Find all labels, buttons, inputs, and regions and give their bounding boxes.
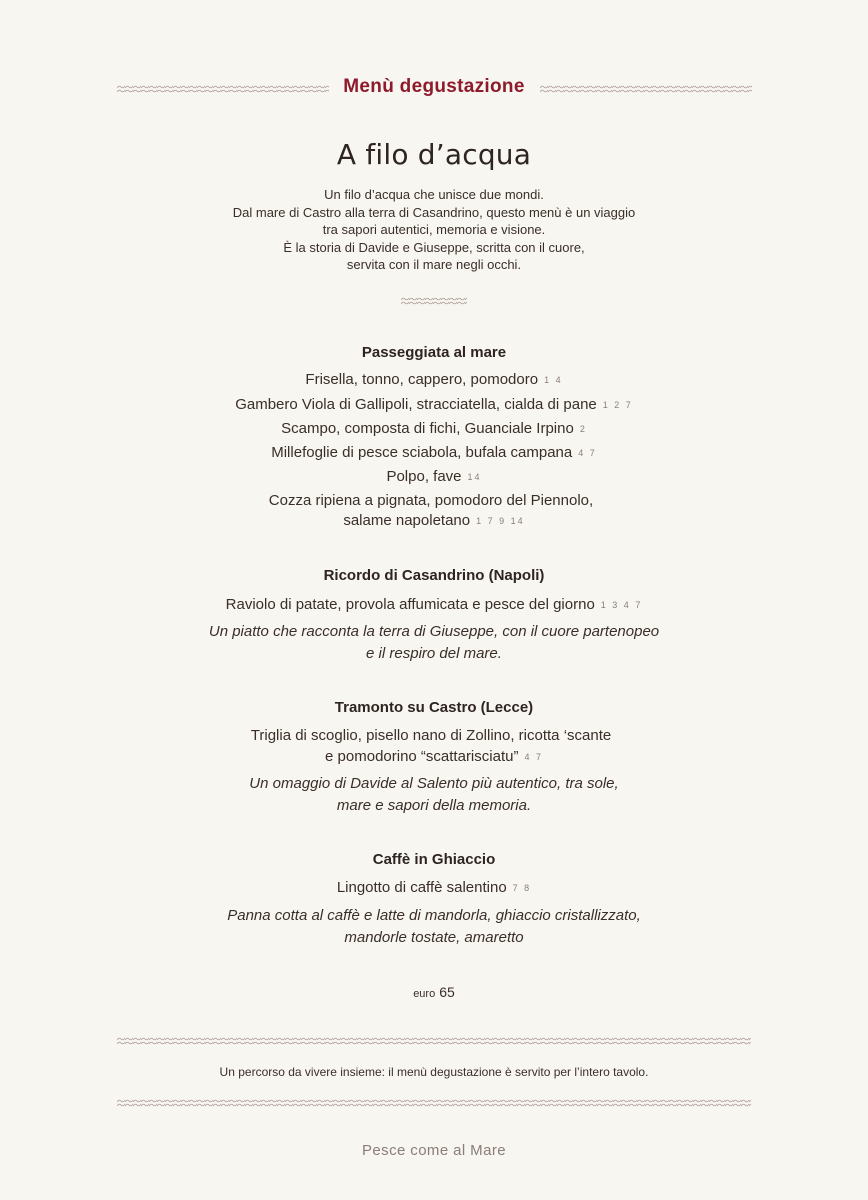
allergen-codes: 4 7 [524,752,543,762]
note-line: mandorle tostate, amaretto [344,929,524,946]
wavy-divider [401,297,467,305]
dish-item [0,748,868,765]
dish-item [0,371,868,388]
allergen-codes: 1 7 9 14 [476,516,525,526]
footer-note: Un percorso da vivere insieme: il menù degustazione è servito per l’intero tavolo. [219,1065,649,1079]
allergen-codes: 1 2 7 [602,400,633,410]
dish-note [0,621,868,665]
intro-line: tra sapori autentici, memoria e visione. [322,222,546,237]
dish-name: Raviolo di patate, provola affumicata e pesce del giorno [225,596,595,613]
note-line: Panna cotta al caffè e latte di mandorla, ghiaccio cristallizzato, [227,907,641,924]
dish-note [0,905,868,949]
dish-name: Lingotto di caffè salentino [336,879,507,896]
intro-line: Dal mare di Castro alla terra di Casandrino, questo menù è un viaggio [232,204,636,220]
section-title: Tramonto su Castro (Lecce) [334,699,534,716]
dish-name: Scampo, composta di fichi, Guanciale Irpino [281,420,574,437]
dish-item [0,879,868,896]
intro-line: servita con il mare negli occhi. [346,257,522,272]
section-title: Caffè in Ghiaccio [372,851,496,868]
section-title: Ricordo di Casandrino (Napoli) [323,567,545,584]
allergen-codes: 1 4 [544,375,563,385]
allergen-codes: 4 7 [578,448,597,458]
price-amount: 65 [439,984,455,1000]
dish-name: Polpo, fave [386,468,462,485]
allergen-codes: 1 3 4 7 [600,600,643,610]
dish-item [0,396,868,413]
price-currency: euro [413,988,436,1000]
dish-note [0,773,868,817]
dish-item [0,492,868,509]
allergen-codes: 7 8 [512,883,532,893]
dish-name: Frisella, tonno, cappero, pomodoro [305,371,539,388]
dish-item [0,512,868,529]
menu-title: A filo d’acqua [336,138,532,171]
dish-name: e pomodorino “scattarisciatu” [325,748,519,765]
note-line: Un piatto che racconta la terra di Giuseppe, con il cuore partenopeo [208,623,660,640]
dish-name: Triglia di scoglio, pisello nano di Zollino, ricotta ‘scante [250,727,612,744]
brand-name: Pesce come al Mare [362,1142,506,1159]
dish-item [0,596,868,613]
note-line: Un omaggio di Davide al Salento più autentico, tra sole, [249,775,619,792]
wavy-rule-right [540,85,752,93]
wavy-rule-footer-top [117,1037,751,1045]
dish-name: Gambero Viola di Gallipoli, stracciatella, cialda di pane [235,396,597,413]
dish-item [0,444,868,461]
menu-price [0,984,868,1002]
intro-line: Un filo d’acqua che unisce due mondi. [324,187,544,202]
dish-name: Cozza ripiena a pignata, pomodoro del Piennolo, [268,492,594,509]
dish-item [0,468,868,485]
menu-intro [0,186,868,274]
note-line: e il respiro del mare. [366,645,502,662]
intro-line: È la storia di Davide e Giuseppe, scritta con il cuore, [283,239,585,255]
wavy-rule-footer-bottom [117,1099,751,1107]
dish-item [0,727,868,744]
allergen-codes: 14 [467,472,482,482]
section-title: Passeggiata al mare [361,344,507,361]
dish-name: Millefoglie di pesce sciabola, bufala campana [271,444,573,461]
header-title: Menù degustazione [343,76,525,97]
note-line: mare e sapori della memoria. [336,797,532,814]
dish-item [0,420,868,437]
allergen-codes: 2 [579,424,587,434]
dish-name: salame napoletano [343,512,471,529]
